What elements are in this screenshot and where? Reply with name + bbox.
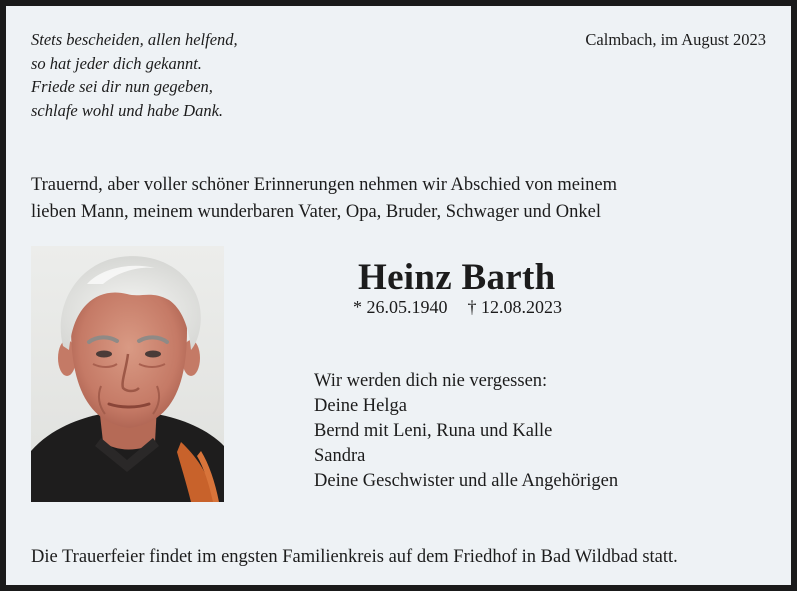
portrait-photo <box>31 246 224 502</box>
poem-line: schlafe wohl und habe Dank. <box>31 100 224 120</box>
funeral-notice: Die Trauerfeier findet im engsten Familienkreis auf dem Friedhof in Bad Wildbad statt. <box>31 547 678 567</box>
place-date: Calmbach, im August 2023 <box>585 30 766 49</box>
poem-line: Friede sei dir nun gegeben, <box>31 77 213 96</box>
poem-line: so hat jeder dich gekannt. <box>31 53 202 73</box>
intro-line: Trauernd, aber voller schöner Erinnerungen nehmen wir Abschied von meinem <box>31 175 618 195</box>
memorial-poem <box>31 28 238 122</box>
deceased-name: Heinz Barth <box>358 257 556 298</box>
life-dates <box>353 294 562 320</box>
birth-date: * 26.05.1940 <box>353 297 448 317</box>
intro-text <box>31 172 617 226</box>
mourners-line: Bernd mit Leni, Runa und Kalle <box>314 421 553 441</box>
mourners-list <box>314 369 618 494</box>
intro-line: lieben Mann, meinem wunderbaren Vater, Opa, Bruder, Schwager und Onkel <box>31 202 601 222</box>
poem-line: Stets bescheiden, allen helfend, <box>31 30 238 49</box>
mourners-line: Deine Helga <box>314 396 407 416</box>
death-date: † 12.08.2023 <box>467 297 562 317</box>
mourners-line: Deine Geschwister und alle Angehörigen <box>314 471 619 491</box>
mourners-line: Sandra <box>314 446 366 466</box>
mourners-line: Wir werden dich nie vergessen: <box>314 371 548 391</box>
